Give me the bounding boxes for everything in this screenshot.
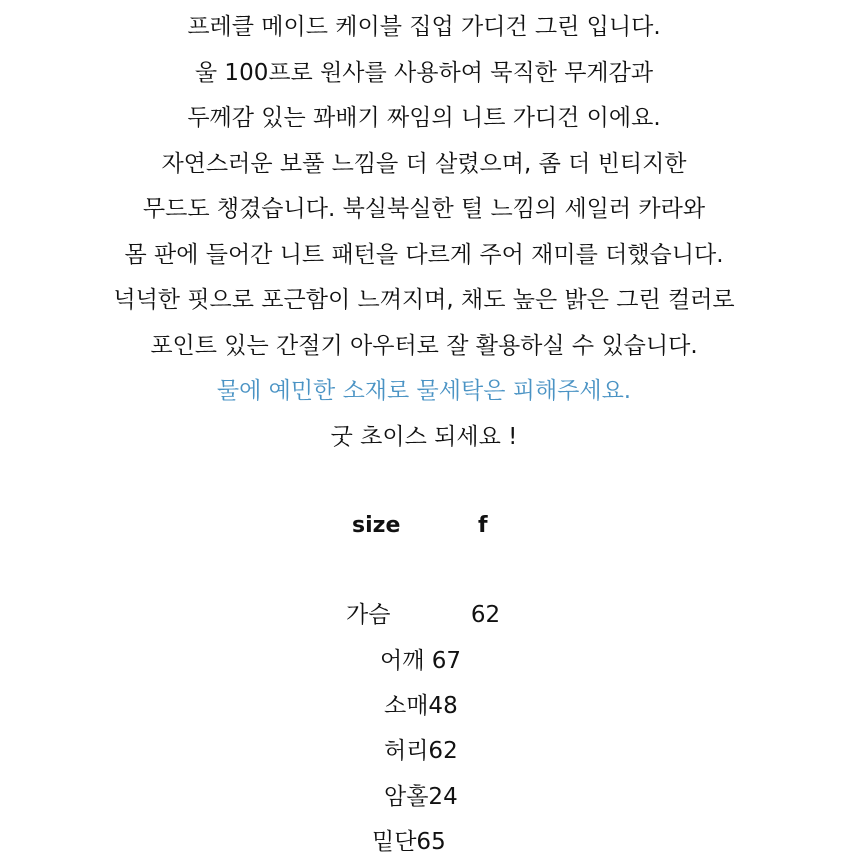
- care-note: 물에 예민한 소재로 물세탁은 피해주세요.: [216, 378, 632, 404]
- description-line-6: 몸 판에 들어간 니트 패턴을 다르게 주어 재미를 더했습니다.: [124, 241, 724, 268]
- description-line-4: 자연스러운 보풀 느낌을 더 살렸으며, 좀 더 빈티지한: [161, 150, 687, 177]
- description-line-1: 프레클 메이드 케이블 집업 가디건 그린 입니다.: [187, 14, 661, 40]
- measure-armhole: 암홀24: [384, 784, 458, 810]
- description-line-5: 무드도 챙겼습니다. 북실북실한 털 느낌의 세일러 카라와: [142, 196, 706, 222]
- measure-chest: 가슴 62: [346, 602, 501, 628]
- measure-sleeve: 소매48: [384, 693, 458, 719]
- measure-shoulder: 어깨 67: [380, 648, 462, 674]
- measure-hem: 밑단65: [372, 829, 446, 855]
- product-description: [0, 5, 848, 460]
- description-line-2: 울 100프로 원사를 사용하여 묵직한 무게감과: [194, 59, 654, 86]
- description-line-3: 두께감 있는 꽈배기 짜임의 니트 가디건 이에요.: [187, 105, 661, 131]
- description-line-8: 포인트 있는 간절기 아우터로 잘 활용하실 수 있습니다.: [150, 332, 698, 359]
- measure-waist: 허리62: [384, 738, 458, 764]
- size-table-header: [0, 507, 848, 547]
- size-header-label: size: [352, 513, 401, 538]
- closing-text: 굿 초이스 되세요 !: [330, 423, 518, 450]
- size-header-value: f: [478, 513, 488, 538]
- description-line-7: 넉넉한 핏으로 포근함이 느껴지며, 채도 높은 밝은 그린 컬러로: [113, 287, 735, 313]
